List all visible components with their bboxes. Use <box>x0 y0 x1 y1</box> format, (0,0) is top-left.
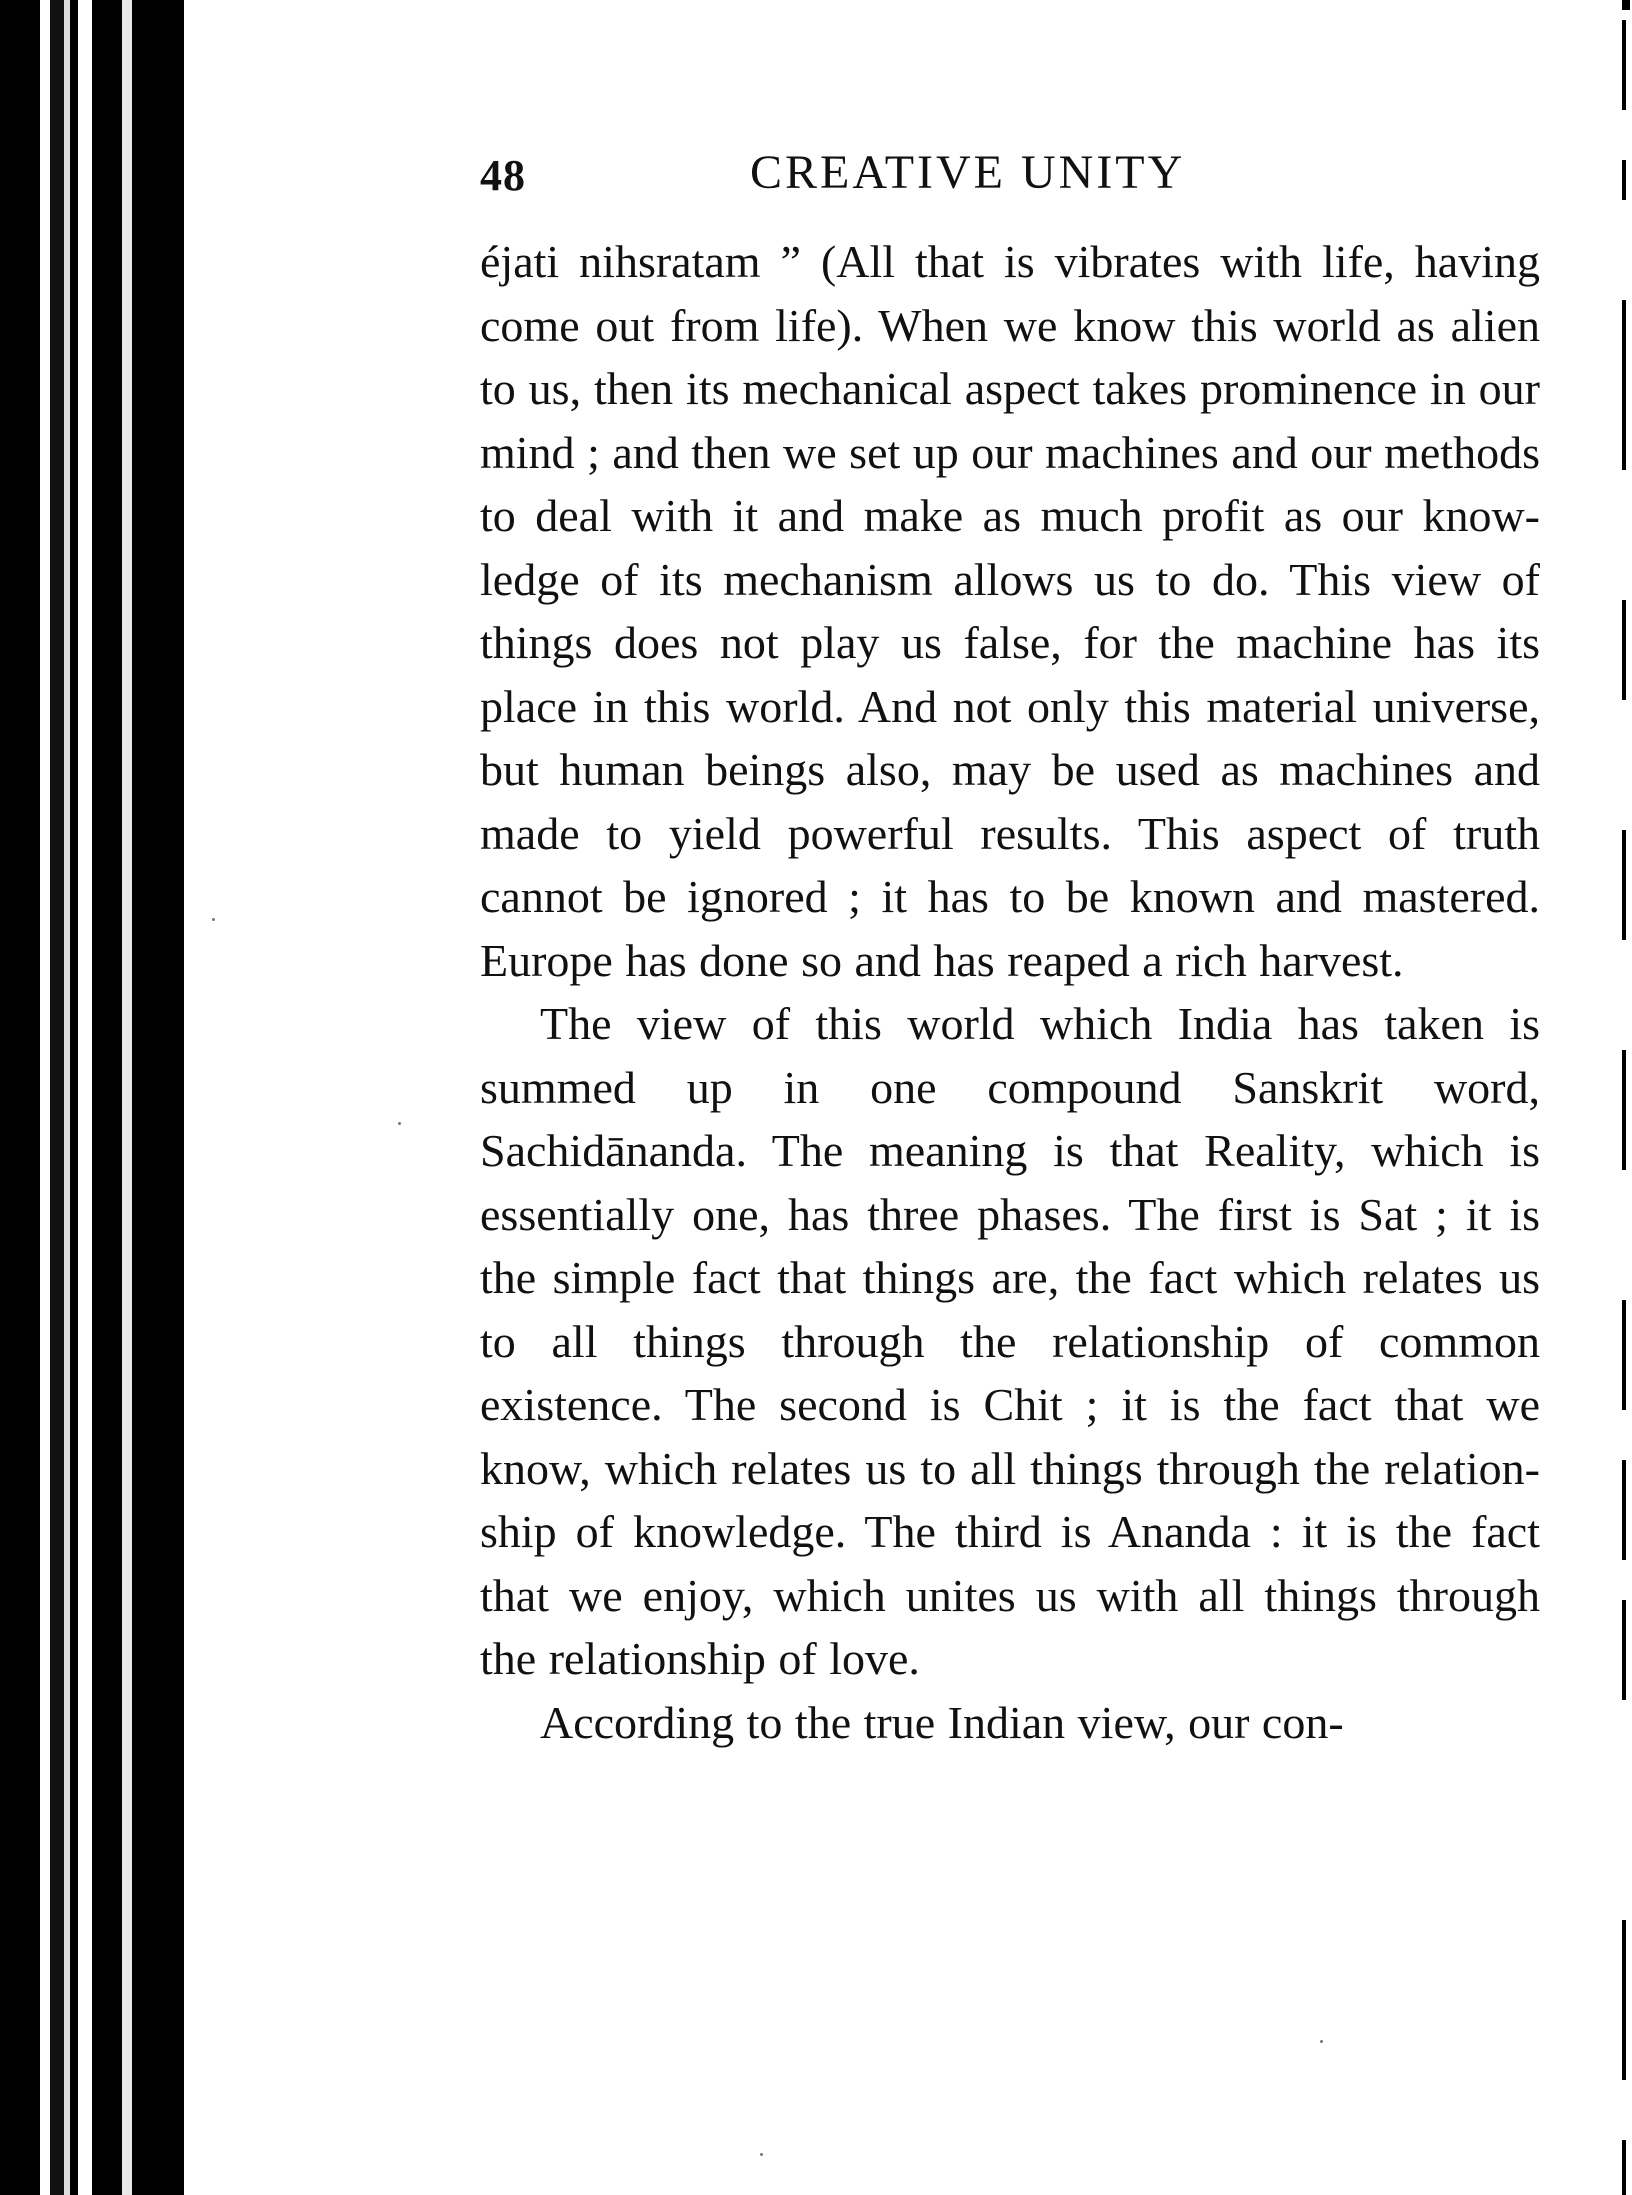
paragraph: According to the true Indian view, our con- <box>540 1696 1344 1748</box>
page-number: 48 <box>480 151 526 200</box>
body-text <box>480 230 1540 1754</box>
paragraph: The view of this world which India has taken is summed up in one compound Sanskrit word, Sachidānanda. The meaning is that Reality, which is essentially one, has three phases. The first is Sat ; it is the simple fact that things are, the fact which relates us to all things through the relationship of common existence. The second is Chit ; it is the fact that we know, which relates us to all things through the relation-ship of knowledge. The third is Ananda : it is the fact that we enjoy, which unites us with all things through the relationship of love. <box>480 998 1540 1684</box>
paragraph: éjati nihsratam ” (All that is vibrates with life, having come out from life). When we know this world as alien to us, then its mechanical aspect takes prominence in our mind ; and then we set up our machines and our methods to deal with it and make as much profit as our know-ledge of its mechanism allows us to do. This view of things does not play us false, for the machine has its place in this world. And not only this material universe, but human beings also, may be used as machines and made to yield powerful results. This aspect of truth cannot be ignored ; it has to be known and mastered. Europe has done so and has reaped a rich harvest. <box>480 236 1540 986</box>
page-header <box>480 140 1540 230</box>
book-page <box>480 140 1540 1754</box>
book-binding-shadow <box>0 0 190 2195</box>
running-title: CREATIVE UNITY <box>750 146 1186 199</box>
page-right-edge <box>1618 0 1632 2195</box>
